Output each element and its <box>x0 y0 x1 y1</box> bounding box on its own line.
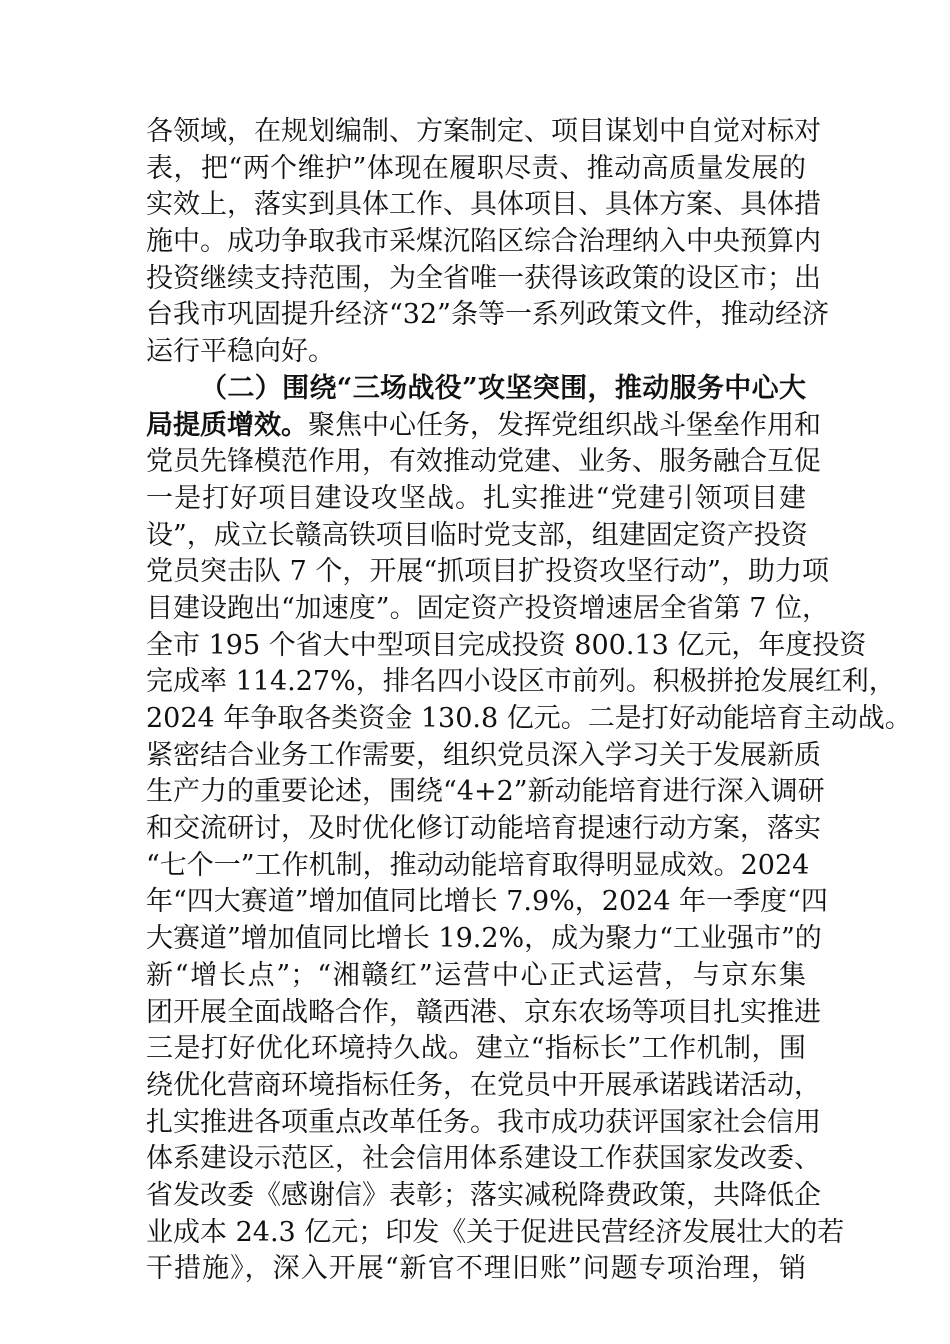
text-line: 施中。成功争取我市采煤沉陷区综合治理纳入中央预算内 <box>146 226 821 258</box>
text-line: 干措施》，深入开展“新官不理旧账”问题专项治理，销 <box>146 1253 806 1285</box>
text-line: 表，把“两个维护”体现在履职尽责、推动高质量发展的 <box>146 152 806 184</box>
text-line: 业成本 24.3 亿元；印发《关于促进民营经济发展壮大的若 <box>146 1216 845 1248</box>
text-line <box>146 1288 806 1325</box>
section-heading-end: 局提质增效。 <box>146 409 308 441</box>
text-line: 实效上，落实到具体工作、具体项目、具体方案、具体措 <box>146 189 821 221</box>
text-line: 台我市巩固提升经济“32”条等一系列政策文件，推动经济 <box>146 299 829 331</box>
text-line: 目建设跑出“加速度”。固定资产投资增速居全省第 7 位， <box>146 592 829 624</box>
text-line: 扎实推进各项重点改革任务。我市成功获评国家社会信用 <box>146 1106 821 1138</box>
text-line: 省发改委《感谢信》表彰；落实减税降费政策，共降低企 <box>146 1179 821 1211</box>
text-line: 紧密结合业务工作需要，组织党员深入学习关于发展新质 <box>146 739 821 771</box>
text-line: 绕优化营商环境指标任务，在党员中开展承诺践诺活动， <box>146 1069 821 1101</box>
text-line: 2024 年争取各类资金 130.8 亿元。二是打好动能培育主动战。 <box>146 703 912 734</box>
text-line: “七个一”工作机制，推动动能培育取得明显成效。2024 <box>146 849 810 881</box>
text-line: 一是打好项目建设攻坚战。扎实推进“党建引领项目建 <box>146 482 806 514</box>
text-line: 大赛道”增加值同比增长 19.2%，成为聚力“工业强市”的 <box>146 923 822 955</box>
text-line <box>146 408 821 445</box>
text-line: 完成率 114.27%，排名四小设区市前列。积极拼抢发展红利， <box>146 666 896 698</box>
paragraph-1 <box>146 114 829 371</box>
text-line: 运行平稳向好。 <box>146 336 335 368</box>
text-line: 团开展全面战略合作，赣西港、京东农场等项目扎实推进 <box>146 996 821 1028</box>
text-line: 投资继续支持范围，为全省唯一获得该政策的设区市；出 <box>146 262 821 294</box>
text-line: 体系建设示范区，社会信用体系建设工作获国家发改委、 <box>146 1143 821 1175</box>
text-line: 设”，成立长赣高铁项目临时党支部，组建固定资产投资 <box>146 519 808 551</box>
paragraph-2 <box>146 371 912 1325</box>
text-line: 全市 195 个省大中型项目完成投资 800.13 亿元，年度投资 <box>146 629 867 661</box>
text-line: 党员先锋模范作用，有效推动党建、业务、服务融合互促 <box>146 446 821 478</box>
text-line: 新“增长点”；“湘赣红”运营中心正式运营，与京东集 <box>146 959 806 991</box>
section-heading: （二）围绕“三场战役”攻坚突围，推动服务中心大 <box>200 372 806 404</box>
text-segment: 聚焦中心任务，发挥党组织战斗堡垒作用和 <box>308 409 821 441</box>
text-line: 各领域，在规划编制、方案制定、项目谋划中自觉对标对 <box>146 116 821 147</box>
text-line: 党员突击队 7 个，开展“抓项目扩投资攻坚行动”，助力项 <box>146 556 829 588</box>
text-line: 和交流研讨，及时优化修订动能培育提速行动方案，落实 <box>146 813 821 845</box>
document-page <box>146 114 912 1325</box>
text-line: 生产力的重要论述，围绕“4+2”新动能培育进行深入调研 <box>146 776 825 808</box>
text-line: 年“四大赛道”增加值同比增长 7.9%，2024 年一季度“四 <box>146 886 828 918</box>
text-line: 三是打好优化环境持久战。建立“指标长”工作机制，围 <box>146 1033 806 1065</box>
